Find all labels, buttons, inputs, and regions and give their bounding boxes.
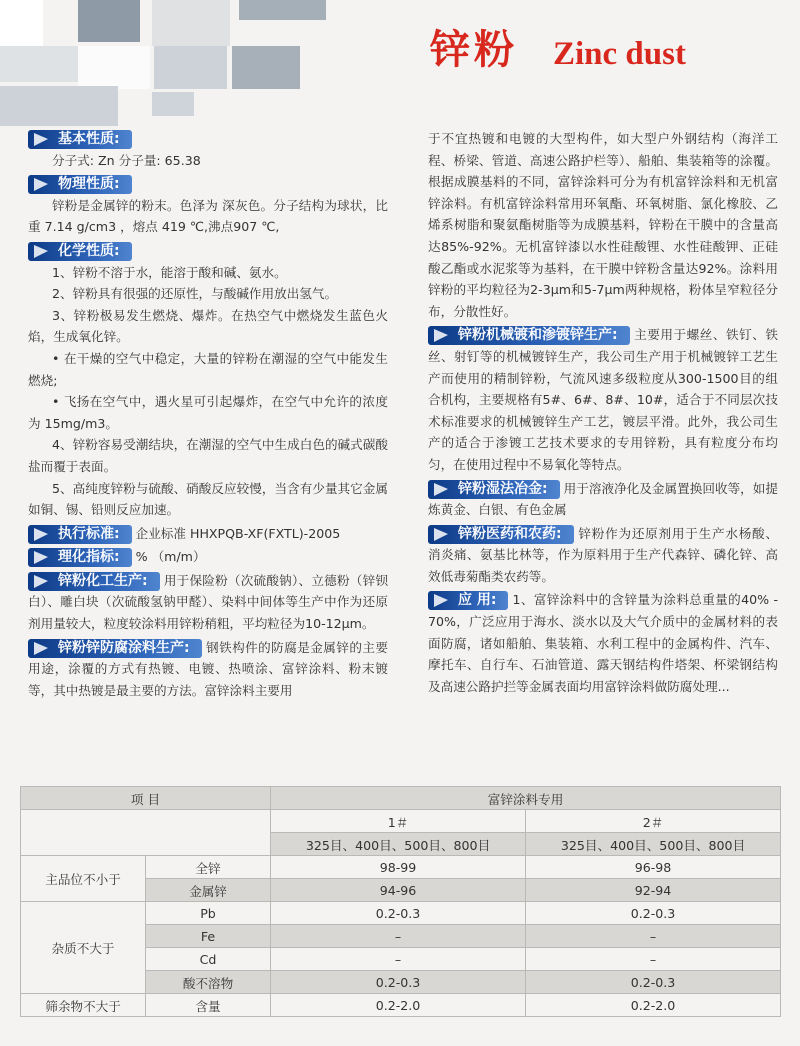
table-header-item: 项 目 (21, 787, 271, 810)
section-header: 应 用: (428, 591, 508, 610)
table-cell: 0.2-2.0 (526, 994, 781, 1017)
chem-item: 4、锌粉容易受潮结块，在潮湿的空气中生成白色的碱式碳酸盐而覆于表面。 (28, 437, 388, 474)
decor-square (152, 0, 230, 46)
hydrometallurgy-text: 用于溶液净化及金属置换回收等，如提炼黄金、白银、有色金属 (428, 480, 778, 518)
table-cell: 0.2-2.0 (271, 994, 526, 1017)
chem-item: 1、锌粉不溶于水，能溶于酸和碱、氨水。 (52, 264, 287, 280)
section-header: 基本性质: (28, 130, 132, 149)
section-header: 化学性质: (28, 242, 132, 261)
table-cell: 0.2-0.3 (271, 971, 526, 994)
section-header: 锌粉湿法冶金: (428, 480, 560, 499)
application-text: 1、富锌涂料中的含锌量为涂料总重量的40% - 70%，广泛应用于海水、淡水以及大气介质中的金属材料的表面防腐，诸如船舶、集装箱、水利工程中的金属构件、汽车、摩托车、自行车、石油管道、露天钢结构件塔架、杯梁钢结构及高速公路护拦等金属表面均用富锌涂料做防腐处理... (428, 592, 778, 694)
chem-item: 5、高纯度锌粉与硫酸、硝酸反应较慢，当含有少量其它金属如铜、锡、铅则反应加速。 (28, 480, 388, 518)
table-row-name: 酸不溶物 (146, 971, 271, 994)
table-cell: 0.2-0.3 (526, 971, 781, 994)
table-mesh-2: 325目、400目、500目、800目 (526, 833, 781, 856)
table-header-group: 富锌涂料专用 (271, 787, 781, 810)
basic-text: 分子式: Zn 分子量: 65.38 (52, 152, 201, 168)
table-grade-1: 1＃ (271, 810, 526, 833)
table-row-name: 全锌 (146, 856, 271, 879)
medicine-text: 锌粉作为还原剂用于生产水杨酸、消炎痛、氨基比林等，作为原料用于生产代森锌、磷化锌、高效低毒菊酯类农药等。 (428, 525, 778, 584)
table-row-name: Cd (146, 948, 271, 971)
table-group-label: 主品位不小于 (21, 856, 146, 902)
chem-item: 2、锌粉具有很强的还原性，与酸碱作用放出氢气。 (52, 286, 338, 302)
table-row-name: 金属锌 (146, 879, 271, 902)
decor-square (152, 92, 194, 116)
chemical-production-text: 用于保险粉（次硫酸钠）、立德粉（锌钡白）、雕白块（次硫酸氢钠甲醛）、染料中间体等生产中作为还原剂用量较大，粒度较涂料用锌粉稍粗，平均粒径为10-12μm。 (28, 572, 388, 632)
coating-text: 钢铁构件的防腐是金属锌的主要用途，涂覆的方式有热镀、电镀、热喷涂、富锌涂料、粉末镀等，其中热镀是最主要的方法。富锌涂料主要用 (28, 639, 388, 698)
decor-square (78, 0, 140, 42)
standard-text: 企业标准 HHXPQB-XF(FXTL)-2005 (135, 525, 341, 541)
table-row-name: Fe (146, 925, 271, 948)
section-header: 锌粉锌防腐涂料生产: (28, 639, 202, 658)
index-text: % （m/m） (135, 549, 206, 565)
chem-bullet: • 飞扬在空气中，遇火星可引起爆炸，在空气中允许的浓度为 15mg/m3。 (28, 394, 388, 431)
decor-square (239, 0, 326, 20)
table-cell-empty (21, 810, 271, 856)
chem-item: 3、锌粉极易发生燃烧、爆炸。在热空气中燃烧发生蓝色火焰，生成氧化锌。 (28, 307, 388, 345)
section-header: 理化指标: (28, 548, 132, 567)
table-cell: 98-99 (271, 856, 526, 879)
chem-bullet: • 在干燥的空气中稳定，大量的锌粉在潮湿的空气中能发生燃烧; (28, 350, 388, 388)
table-cell: – (526, 925, 781, 948)
table-mesh-1: 325目、400目、500目、800目 (271, 833, 526, 856)
coating-continued-text: 于不宜热镀和电镀的大型构件，如大型户外钢结构（海洋工程、桥梁、管道、高速公路护栏等）、船舶、集装箱等的涂覆。根据成膜基料的不同，富锌涂料可分为有机富锌涂料和无机富锌涂料。有机富锌涂料常用环氧酯、环氧树脂、氯化橡胶、乙烯系树脂和聚氨酯树脂等为成膜基料，锌粉在干膜中的含量高达85%-92%。无机富锌漆以水性硅酸锂、水性硅酸钾、正硅酸乙酯或水泥浆等为基料，在干膜中锌粉含量达92%。涂料用锌粉的平均粒径为2-3μm和5-7μm两种规格，粉体呈窄粒径分布，分散性好。 (428, 131, 778, 319)
title-english: Zinc dust (553, 36, 686, 72)
table-cell: 92-94 (526, 879, 781, 902)
table-group-label: 杂质不大于 (21, 902, 146, 994)
mechanical-plating-text: 主要用于螺丝、铁钉、铁丝、射钉等的机械镀锌生产，我公司生产用于机械镀锌工艺生产而使用的精制锌粉，气流风速多级粒度从300-1500目的组合机构，主要规格有5#、6#、8#、10#，适合于不同层次技术标准要求的机械镀锌生产工艺，镀层平滑。此外，我公司生产的适合于渗镀工艺技术要求的专用锌粉，具有粒度分布均匀，在使用过程中不易氧化等特点。 (428, 327, 778, 472)
table-cell: 94-96 (271, 879, 526, 902)
section-header: 物理性质: (28, 175, 132, 194)
right-column (428, 128, 778, 697)
table-cell: 0.2-0.3 (271, 902, 526, 925)
section-header: 锌粉机械镀和渗镀锌生产: (428, 326, 630, 345)
physical-text: 锌粉是金属锌的粉末。色泽为 深灰色。分子结构为球状，比重 7.14 g/cm3 ，熔点 419 ℃,沸点907 ℃, (28, 197, 388, 235)
decor-square (0, 86, 118, 126)
left-column (28, 128, 388, 701)
table-row-name: Pb (146, 902, 271, 925)
table-cell: – (271, 948, 526, 971)
decor-square (78, 46, 150, 89)
spec-table (20, 786, 781, 1017)
decor-square (0, 46, 78, 82)
section-header: 锌粉化工生产: (28, 572, 160, 591)
section-header: 锌粉医药和农药: (428, 525, 574, 544)
table-cell: 0.2-0.3 (526, 902, 781, 925)
decor-square (232, 46, 300, 89)
table-cell: 96-98 (526, 856, 781, 879)
table-row-name: 含量 (146, 994, 271, 1017)
table-grade-2: 2＃ (526, 810, 781, 833)
decor-square (0, 0, 43, 46)
table-cell: – (271, 925, 526, 948)
table-cell: – (526, 948, 781, 971)
section-header: 执行标准: (28, 525, 132, 544)
decor-square (154, 46, 227, 89)
title-chinese: 锌粉 (430, 26, 518, 73)
table-group-label: 筛余物不大于 (21, 994, 146, 1017)
